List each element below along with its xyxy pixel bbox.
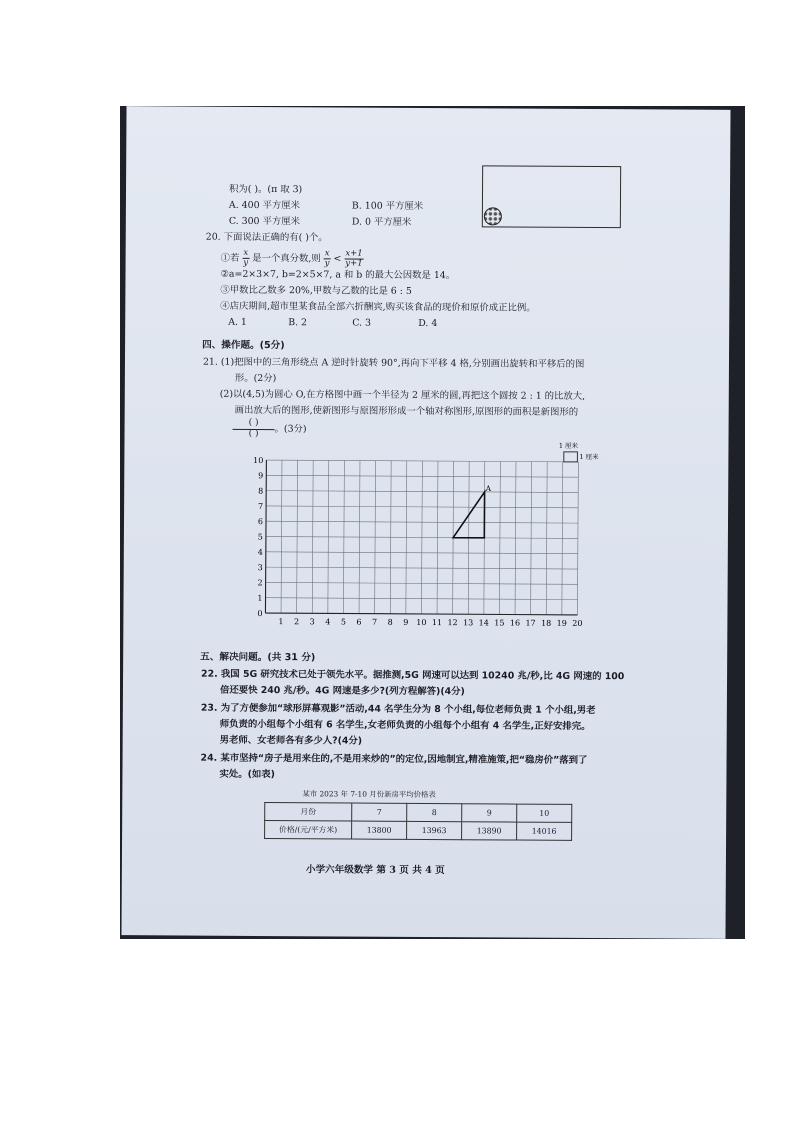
- table-cell-price: 13963: [407, 821, 462, 839]
- q20-option-a: A. 1: [228, 316, 247, 328]
- q21-part1-line2: 形。(2分): [234, 372, 277, 385]
- y-tick-label: 2: [257, 578, 263, 588]
- q20-item-3: ③甲数比乙数多 20%,甲数与乙数的比是 6 : 5: [220, 284, 412, 297]
- unit-square: [564, 452, 578, 462]
- price-table: [264, 802, 572, 841]
- y-tick-label: 6: [257, 517, 264, 527]
- table-cell-price: 13800: [352, 821, 407, 839]
- x-tick-label: 17: [525, 618, 536, 628]
- x-tick-label: 8: [387, 617, 393, 627]
- q20-item-1: ①若 $\frac{x}{y}$ 是一个真分数,则 $\frac{x}{y}$ < $\frac{x+1}{y+1}$: [220, 247, 363, 269]
- x-tick-label: 2: [294, 617, 300, 627]
- table-header-label: 月份: [265, 803, 352, 822]
- y-tick-label: 1: [257, 593, 263, 603]
- point-a-label: A: [485, 483, 492, 493]
- section-5-title: 五、解决问题。(共 31 分): [200, 651, 316, 664]
- x-tick-label: 18: [541, 618, 552, 628]
- y-tick-label: 7: [257, 501, 264, 511]
- coordinate-grid: [253, 441, 599, 639]
- x-tick-label: 16: [509, 618, 521, 628]
- section-4-title: 四、操作题。(5分): [202, 339, 285, 352]
- q19-option-c: C. 300 平方厘米: [228, 215, 301, 228]
- q19-option-a: A. 400 平方厘米: [228, 199, 301, 212]
- x-tick-label: 6: [356, 617, 362, 627]
- table-cell-price: 13890: [462, 822, 517, 840]
- q23-line1: 23. 为了方便参加“球形屏幕观影”活动,44 名学生分为 8 个小组,每位老师负责 1 个小组,男老: [200, 702, 596, 717]
- table-row-months: [265, 803, 572, 823]
- x-tick-label: 3: [309, 617, 315, 627]
- q23-line3: 男老师、女老师各有多少人?(4分): [219, 734, 363, 747]
- table-cell-month: 8: [407, 803, 462, 821]
- q19-option-d: D. 0 平方厘米: [351, 216, 412, 228]
- q20-option-d: D. 4: [418, 317, 438, 330]
- y-tick-label: 9: [258, 471, 264, 481]
- x-tick-label: 13: [463, 618, 474, 628]
- q24-line1: 24. 某市坚持“房子是用来住的,不是用来炒的”的定位,因地制宜,精准施策,把“稳房价”落到了: [200, 752, 588, 766]
- exam-page: [121, 106, 730, 939]
- q21-part1-line1: 21. (1)把图中的三角形绕点 A 逆时针旋转 90°,再向下平移 4 格,分别画出旋转和平移后的图: [202, 356, 585, 370]
- q22-line2: 倍还要快 240 兆/秒。4G 网速是多少?(列方程解答)(4分): [219, 684, 465, 698]
- q21-part2-line1: (2)以(4,5)为圆心 O,在方格图中画一个半径为 2 厘米的圆,再把这个圆按 2 : 1 的比放大,: [219, 388, 586, 402]
- x-axis-ticks: [278, 617, 582, 628]
- axis-line: [265, 460, 266, 613]
- y-tick-label: 10: [253, 455, 264, 466]
- table-cell-month: 7: [352, 803, 407, 821]
- x-tick-label: 15: [494, 618, 505, 628]
- q23-line2: 师负责的小组每个小组有 6 名学生,女老师负责的小组每个小组有 4 名学生,正好安排完。: [219, 718, 591, 733]
- y-tick-label: 5: [257, 532, 263, 542]
- q20-stem: 20. 下面说法正确的有( )个。: [205, 231, 328, 244]
- q21-part2-line3: $\frac{( )}{( )}$。(3分): [233, 419, 307, 439]
- q20-item-2: ②a=2×3×7, b=2×5×7, a 和 b 的最大公因数是 14。: [220, 268, 456, 282]
- table-row-label: 价格/(元/平方米): [265, 821, 352, 840]
- y-tick-label: 3: [257, 563, 263, 573]
- q20-item-4: ④店庆期间,超市里某食品全部六折酬宾,购买该食品的现价和原价成正比例。: [220, 300, 536, 314]
- y-axis-ticks: [252, 456, 263, 618]
- x-tick-label: 19: [556, 618, 567, 628]
- q22-line1: 22. 我国 5G 研究技术已处于领先水平。据推测,5G 网速可以达到 10240 兆/秒,比 4G 网速的 100: [201, 668, 625, 683]
- y-tick-label: 4: [257, 547, 263, 557]
- table-title: 某市 2023 年 7-10 月份新房平均价格表: [302, 789, 436, 800]
- rectangle-figure: [482, 165, 621, 228]
- x-tick-label: 9: [403, 617, 409, 627]
- x-tick-label: 7: [372, 617, 378, 627]
- circle-figure: [484, 207, 502, 225]
- unit-label-top: 1 厘米: [558, 441, 579, 450]
- x-tick-label: 4: [325, 617, 331, 627]
- table-cell-month: 9: [462, 804, 517, 822]
- x-tick-label: 14: [478, 618, 489, 628]
- unit-label-right: 1 厘米: [579, 452, 599, 462]
- table-row-prices: [265, 821, 572, 841]
- x-tick-label: 1: [278, 617, 284, 627]
- q19-stem: 积为( )。(π 取 3): [228, 183, 303, 196]
- x-tick-label: 10: [416, 617, 427, 628]
- x-tick-label: 11: [431, 618, 443, 628]
- page-footer: 小学六年级数学 第 3 页 共 4 页: [305, 864, 445, 877]
- table-cell-price: 14016: [517, 822, 572, 840]
- x-tick-label: 12: [447, 618, 458, 628]
- q24-line2: 实处。(如表): [219, 768, 275, 781]
- x-tick-label: 5: [340, 617, 346, 627]
- q21-part2-line2: 画出放大后的图形,使新图形与原图形形成一个轴对称图形,原图形的面积是新图形的: [234, 404, 579, 418]
- y-tick-label: 8: [258, 486, 264, 496]
- grid-lines: [265, 460, 578, 615]
- answer-fraction-blank: $\frac{( )}{( )}$: [233, 419, 275, 439]
- x-tick-label: 20: [572, 618, 583, 628]
- y-tick-label: 0: [257, 608, 263, 619]
- q20-option-c: C. 3: [352, 317, 372, 329]
- q19-option-b: B. 100 平方厘米: [351, 200, 424, 212]
- table-cell-month: 10: [517, 804, 572, 822]
- q20-option-b: B. 2: [288, 317, 308, 329]
